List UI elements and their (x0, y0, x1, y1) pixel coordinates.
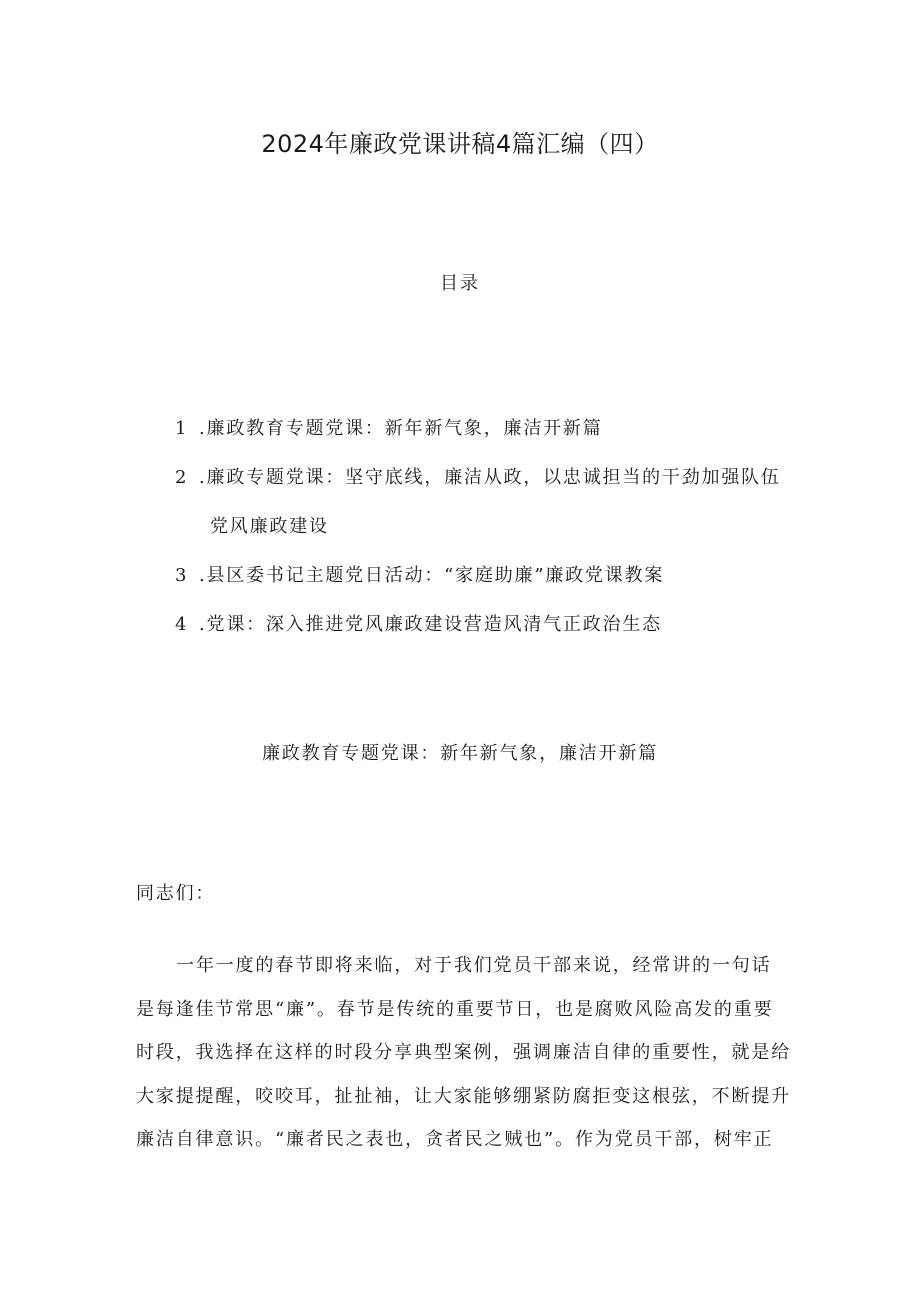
toc-item-text-wrapper (199, 453, 815, 551)
toc-item (175, 404, 815, 453)
toc-item-number: 3 (175, 565, 189, 586)
paragraph-line: 廉洁自律意识。“廉者民之表也，贪者民之贼也”。作为党员干部，树牢正 (136, 1129, 774, 1150)
toc-item-text: .廉政教育专题党课：新年新气象，廉洁开新篇 (199, 418, 603, 439)
paragraph-line: 时段，我选择在这样的时段分享典型案例，强调廉洁自律的重要性，就是给 (136, 1042, 792, 1063)
document-title: 2024年廉政党课讲稿4篇汇编（四） (261, 130, 659, 158)
toc-item (175, 551, 815, 600)
toc-item-text-continuation: 党风廉政建设 (210, 516, 329, 537)
toc-item-text: .党课：深入推进党风廉政建设营造风清气正政治生态 (199, 614, 662, 635)
paragraph-line: 大家提提醒，咬咬耳，扯扯袖，让大家能够绷紧防腐拒变这根弦，不断提升 (136, 1085, 792, 1107)
section-title: 廉政教育专题党课：新年新气象，廉洁开新篇 (262, 743, 658, 764)
toc-item (175, 453, 815, 551)
greeting: 同志们： (136, 883, 216, 904)
body-paragraph (136, 944, 792, 1162)
toc-heading: 目录 (440, 273, 480, 294)
toc-item-text: .廉政专题党课：坚守底线，廉洁从政，以忠诚担当的干劲加强队伍 (199, 467, 781, 488)
toc-item-number: 1 (175, 418, 189, 439)
toc-item (175, 600, 815, 649)
toc-item-number: 4 (175, 614, 189, 635)
toc-item-number: 2 (175, 467, 189, 488)
table-of-contents (175, 404, 815, 649)
paragraph-line: 是每逢佳节常思“廉”。春节是传统的重要节日，也是腐败风险高发的重要 (136, 998, 774, 1020)
paragraph-line: 一年一度的春节即将来临，对于我们党员干部来说，经常讲的一句话 (176, 955, 772, 976)
toc-item-text: .县区委书记主题党日活动：“家庭助廉”廉政党课教案 (199, 565, 665, 586)
